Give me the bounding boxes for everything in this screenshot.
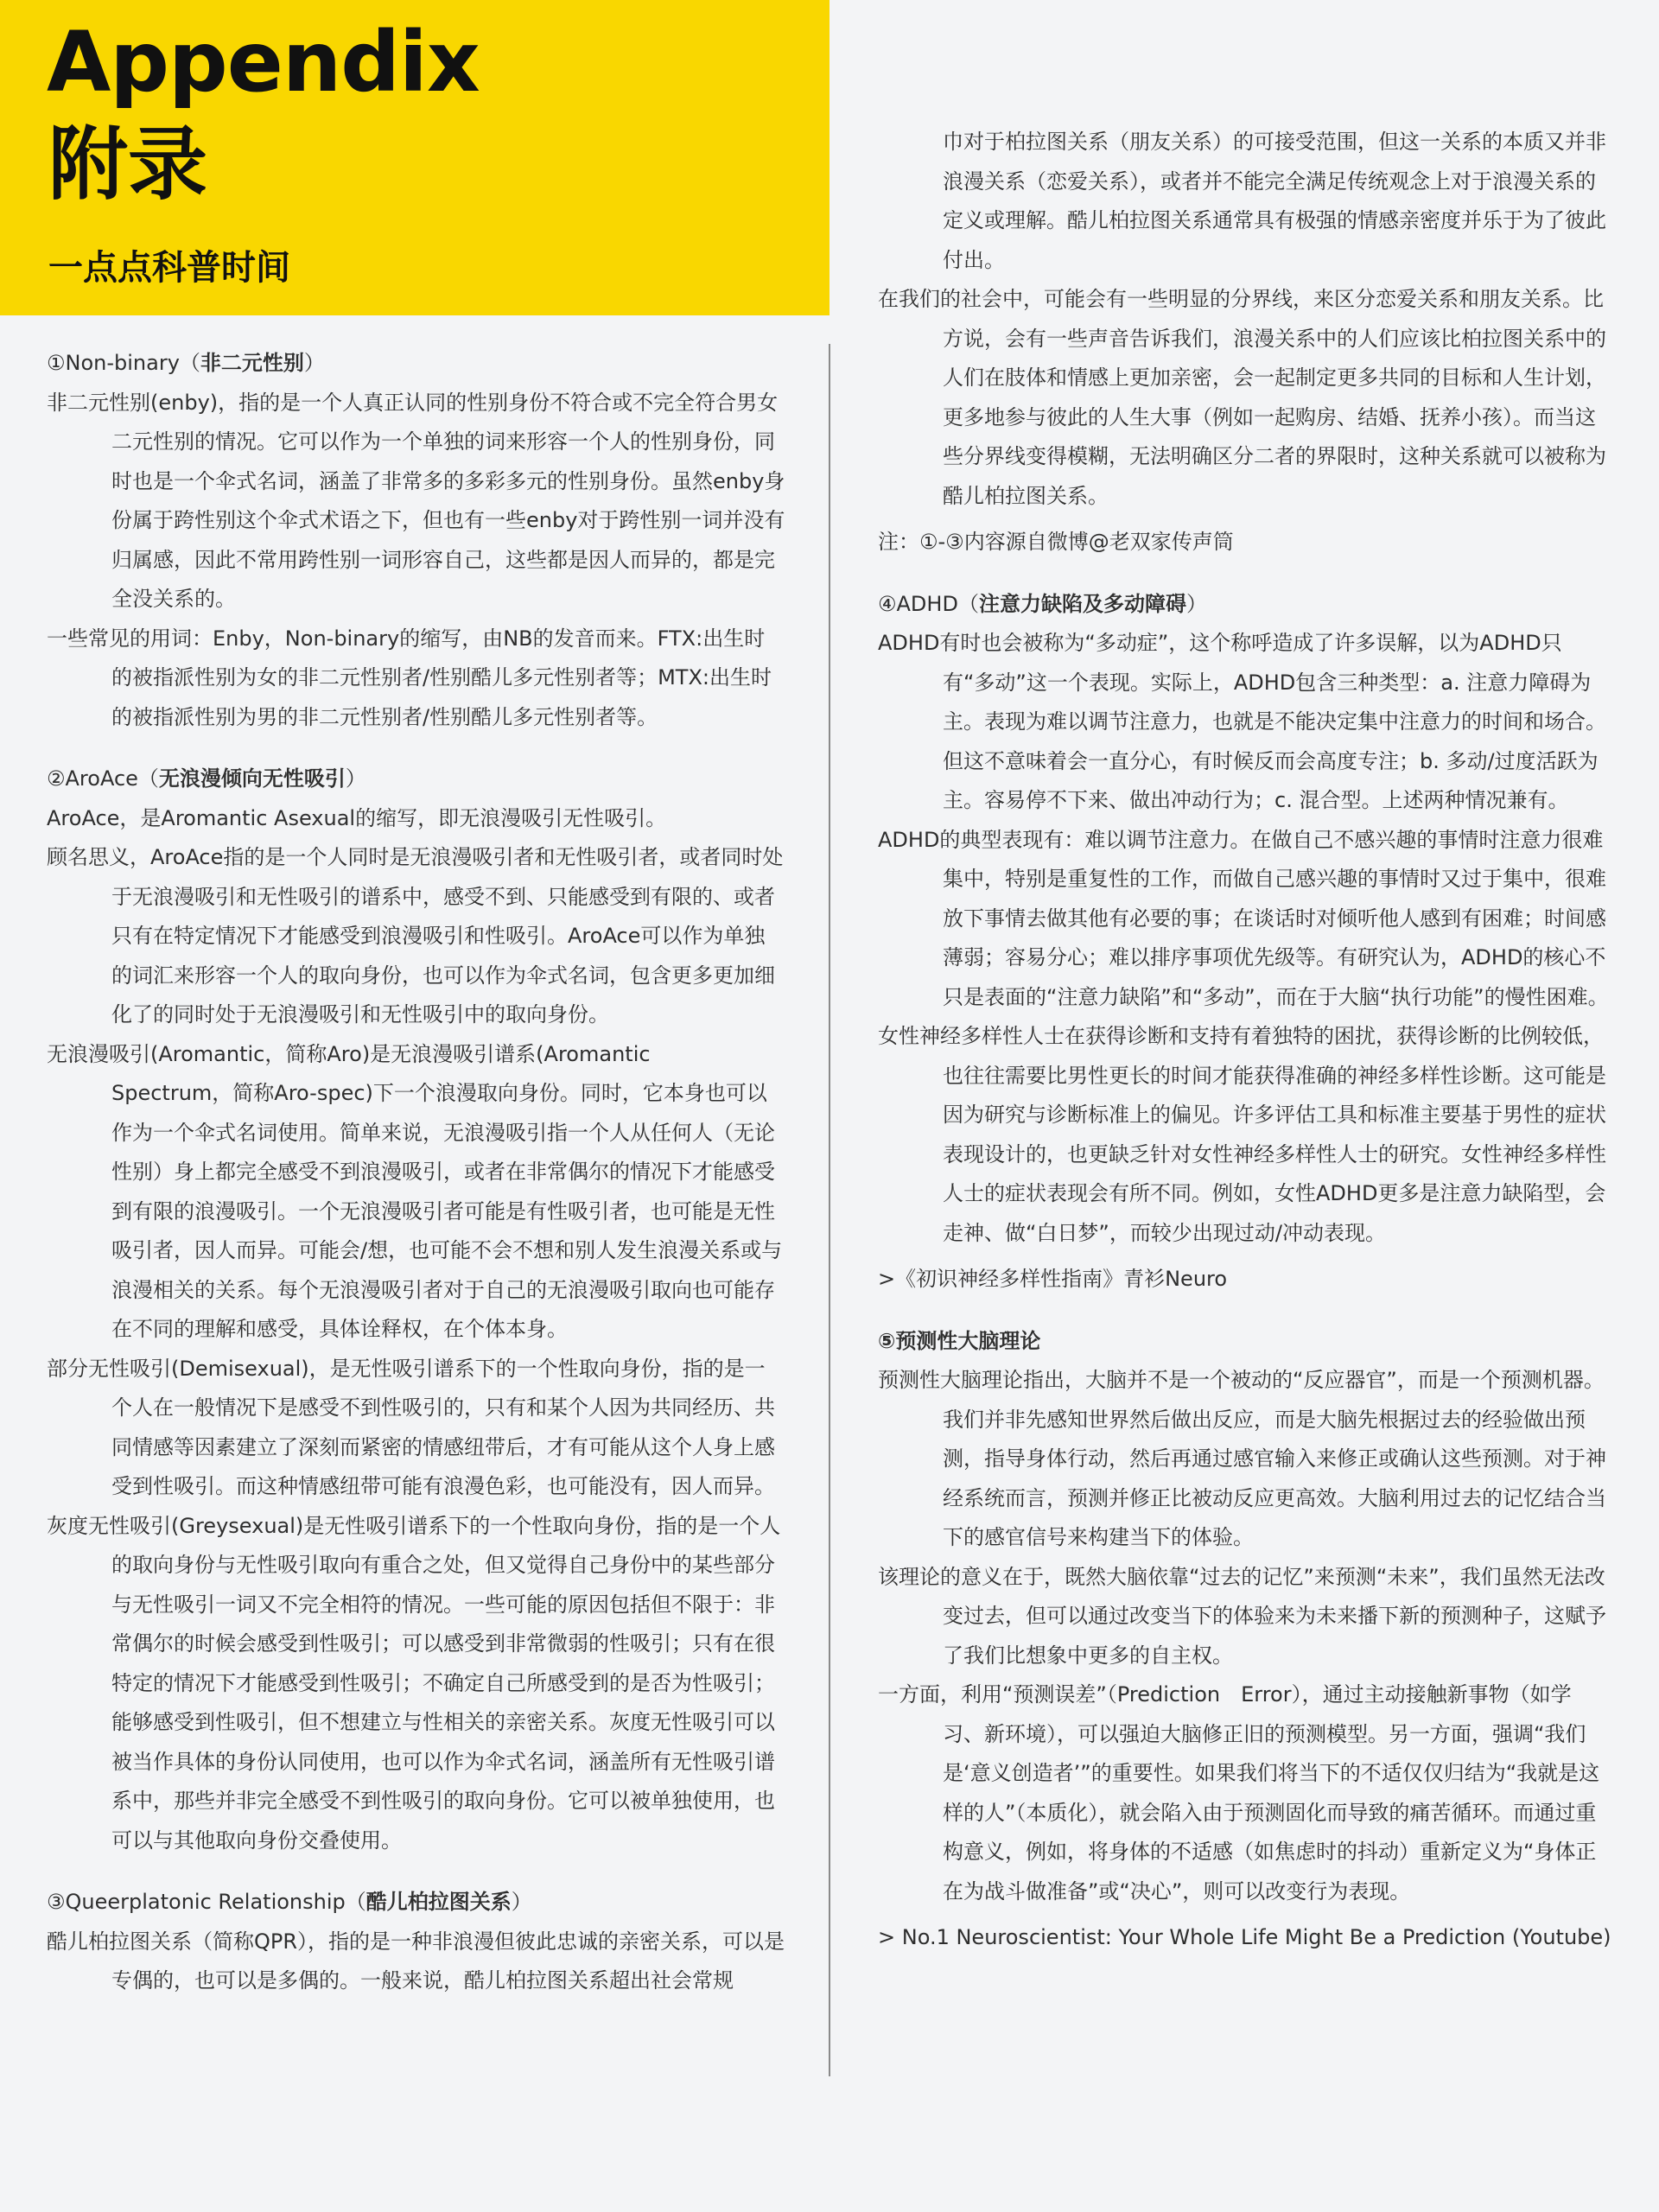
paragraph: 灰度无性吸引(Greysexual)是无性吸引谱系下的一个性取向身份，指的是一个人的取向身份与无性吸引取向有重合之处，但又觉得自己身份中的某些部分与无性吸引一词又不完全相符的情况。一些可能的原因包括但不限于：非常偶尔的时候会感受到性吸引；可以感受到非常微弱的性吸引；只有在很特定的情况下才能感受到性吸引；不确定自己所感受到的是否为性吸引；能够感受到性吸引，但不想建立与性相关的亲密关系。灰度无性吸引可以被当作具体的身份认同使用，也可以作为伞式名词，涵盖所有无性吸引谱系中，那些并非完全感受不到性吸引的取向身份。它可以被单独使用，也可以与其他取向身份交叠使用。	[47, 1513, 781, 1853]
page-title-zh: 附录	[48, 118, 208, 211]
section-heading-nonbinary: ①Non-binary（非二元性别）	[47, 351, 325, 375]
section-heading-aroace: ②AroAce（无浪漫倾向无性吸引）	[47, 766, 366, 791]
paragraph: 非二元性别(enby)，指的是一个人真正认同的性别身份不符合或不完全符合男女二元性别的情况。它可以作为一个单独的词来形容一个人的性别身份，同时也是一个伞式名词，涵盖了非常多的多彩多元的性别身份。虽然enby身份属于跨性别这个伞式术语之下，但也有一些enby对于跨性别一词并没有归属感，因此不常用跨性别一词形容自己，这些都是因人而异的，都是完全没关系的。	[47, 390, 785, 611]
paragraph: ADHD的典型表现有：难以调节注意力。在做自己不感兴趣的事情时注意力很难集中，特别是重复性的工作，而做自己感兴趣的事情时又过于集中，很难放下事情去做其他有必要的事；在谈话时对倾听他人感到有困难；时间感薄弱；容易分心；难以排序事项优先级等。有研究认为，ADHD的核心不只是表面的“注意力缺陷”和“多动”，而在于大脑“执行功能”的慢性困难。	[878, 827, 1609, 1009]
paragraph: ADHD有时也会被称为“多动症”，这个称呼造成了许多误解，以为ADHD只有“多动”这一个表现。实际上，ADHD包含三种类型：a. 注意力障碍为主。表现为难以调节注意力，也就是不能决定集中注意力的时间和场合。但这不意味着会一直分心，有时候反而会高度专注；b. 多动/过度活跃为主。容易停不下来、做出冲动行为；c. 混合型。上述两种情况兼有。	[878, 631, 1606, 812]
section-heading-adhd: ④ADHD（注意力缺陷及多动障碍）	[878, 591, 1207, 616]
page-subtitle: 一点点科普时间	[48, 248, 290, 288]
right-column	[878, 123, 1612, 1958]
left-column	[47, 344, 785, 2001]
paragraph: 无浪漫吸引(Aromantic，简称Aro)是无浪漫吸引谱系(Aromantic Spectrum，简称Aro-spec)下一个浪漫取向身份。同时，它本身也可以作为一个伞式名词使用。简单来说，无浪漫吸引指一个人从任何人（无论性别）身上都完全感受不到浪漫吸引，或者在非常偶尔的情况下才能感受到有限的浪漫吸引。一个无浪漫吸引者可能是有性吸引者，也可能是无性吸引者，因人而异。可能会/想，也可能不会不想和别人发生浪漫关系或与浪漫相关的关系。每个无浪漫吸引者对于自己的无浪漫吸引取向也可能存在不同的理解和感受，具体诠释权，在个体本身。	[47, 1041, 783, 1341]
paragraph: 顾名思义，AroAce指的是一个人同时是无浪漫吸引者和无性吸引者，或者同时处于无浪漫吸引和无性吸引的谱系中，感受不到、只能感受到有限的、或者只有在特定情况下才能感受到浪漫吸引和性吸引。AroAce可以作为单独的词汇来形容一个人的取向身份，也可以作为伞式名词，包含更多更加细化了的同时处于无浪漫吸引和无性吸引中的取向身份。	[47, 845, 784, 1027]
paragraph: AroAce，是Aromantic Asexual的缩写，即无浪漫吸引无性吸引。	[47, 805, 667, 830]
paragraph: 部分无性吸引(Demisexual)，是无性吸引谱系下的一个性取向身份，指的是一个人在一般情况下是感受不到性吸引的，只有和某个人因为共同经历、共同情感等因素建立了深刻而紧密的情感纽带后，才有可能从这个人身上感受到性吸引。而这种情感纽带可能有浪漫色彩，也可能没有，因人而异。	[47, 1356, 775, 1498]
header-banner	[0, 0, 830, 315]
source-note: > No.1 Neuroscientist: Your Whole Life Might Be a Prediction (Youtube)	[878, 1925, 1611, 1949]
paragraph: 预测性大脑理论指出，大脑并不是一个被动的“反应器官”，而是一个预测机器。我们并非先感知世界然后做出反应，而是大脑先根据过去的经验做出预测，指导身体行动，然后再通过感官输入来修正或确认这些预测。对于神经系统而言，预测并修正比被动反应更高效。大脑利用过去的记忆结合当下的感官信号来构建当下的体验。	[878, 1368, 1606, 1549]
paragraph-continued: 巾对于柏拉图关系（朋友关系）的可接受范围，但这一关系的本质又并非浪漫关系（恋爱关系），或者并不能完全满足传统观念上对于浪漫关系的定义或理解。酷儿柏拉图关系通常具有极强的情感亲密度并乐于为了彼此付出。	[943, 130, 1606, 272]
paragraph: 酷儿柏拉图关系（简称QPR），指的是一种非浪漫但彼此忠诚的亲密关系，可以是专偶的，也可以是多偶的。一般来说，酷儿柏拉图关系超出社会常规	[47, 1929, 785, 1993]
page-title-en: Appendix	[47, 14, 480, 111]
paragraph: 在我们的社会中，可能会有一些明显的分界线，来区分恋爱关系和朋友关系。比方说，会有一些声音告诉我们，浪漫关系中的人们应该比柏拉图关系中的人们在肢体和情感上更加亲密，会一起制定更多共同的目标和人生计划，更多地参与彼此的人生大事（例如一起购房、结婚、抚养小孩）。而当这些分界线变得模糊，无法明确区分二者的界限时，这种关系就可以被称为酷儿柏拉图关系。	[878, 287, 1606, 508]
paragraph: 一方面，利用“预测误差”（Prediction Error），通过主动接触新事物（如学习、新环境），可以强迫大脑修正旧的预测模型。另一方面，强调“我们是‘意义创造者’”的重要性。如果我们将当下的不适仅仅归结为“我就是这样的人”（本质化），就会陷入由于预测固化而导致的痛苦循环。而通过重构意义，例如，将身体的不适感（如焦虑时的抖动）重新定义为“身体正在为战斗做准备”或“决心”，则可以改变行为表现。	[878, 1682, 1600, 1904]
paragraph: 一些常见的用词：Enby，Non-binary的缩写，由NB的发音而来。FTX:出生时的被指派性别为女的非二元性别者/性别酷儿多元性别者等；MTX:出生时的被指派性别为男的非二元性别者/性别酷儿多元性别者等。	[47, 626, 772, 729]
section-heading-predictive-brain: ⑤预测性大脑理论	[878, 1328, 1041, 1353]
source-note: >《初识神经多样性指南》青衫Neuro	[878, 1267, 1228, 1291]
paragraph: 该理论的意义在于，既然大脑依靠“过去的记忆”来预测“未来”，我们虽然无法改变过去，但可以通过改变当下的体验来为未来播下新的预测种子，这赋予了我们比想象中更多的自主权。	[878, 1564, 1606, 1668]
source-note: 注：①-③内容源自微博@老双家传声筒	[878, 530, 1234, 554]
paragraph: 女性神经多样性人士在获得诊断和支持有着独特的困扰，获得诊断的比例较低，也往往需要比男性更长的时间才能获得准确的神经多样性诊断。这可能是因为研究与诊断标准上的偏见。许多评估工具和标准主要基于男性的症状表现设计的，也更缺乏针对女性神经多样性人士的研究。女性神经多样性人士的症状表现会有所不同。例如，女性ADHD更多是注意力缺陷型，会走神、做“白日梦”，而较少出现过动/冲动表现。	[878, 1024, 1606, 1245]
column-divider	[829, 344, 830, 2076]
section-heading-qpr: ③Queerplatonic Relationship（酷儿柏拉图关系）	[47, 1890, 532, 1914]
